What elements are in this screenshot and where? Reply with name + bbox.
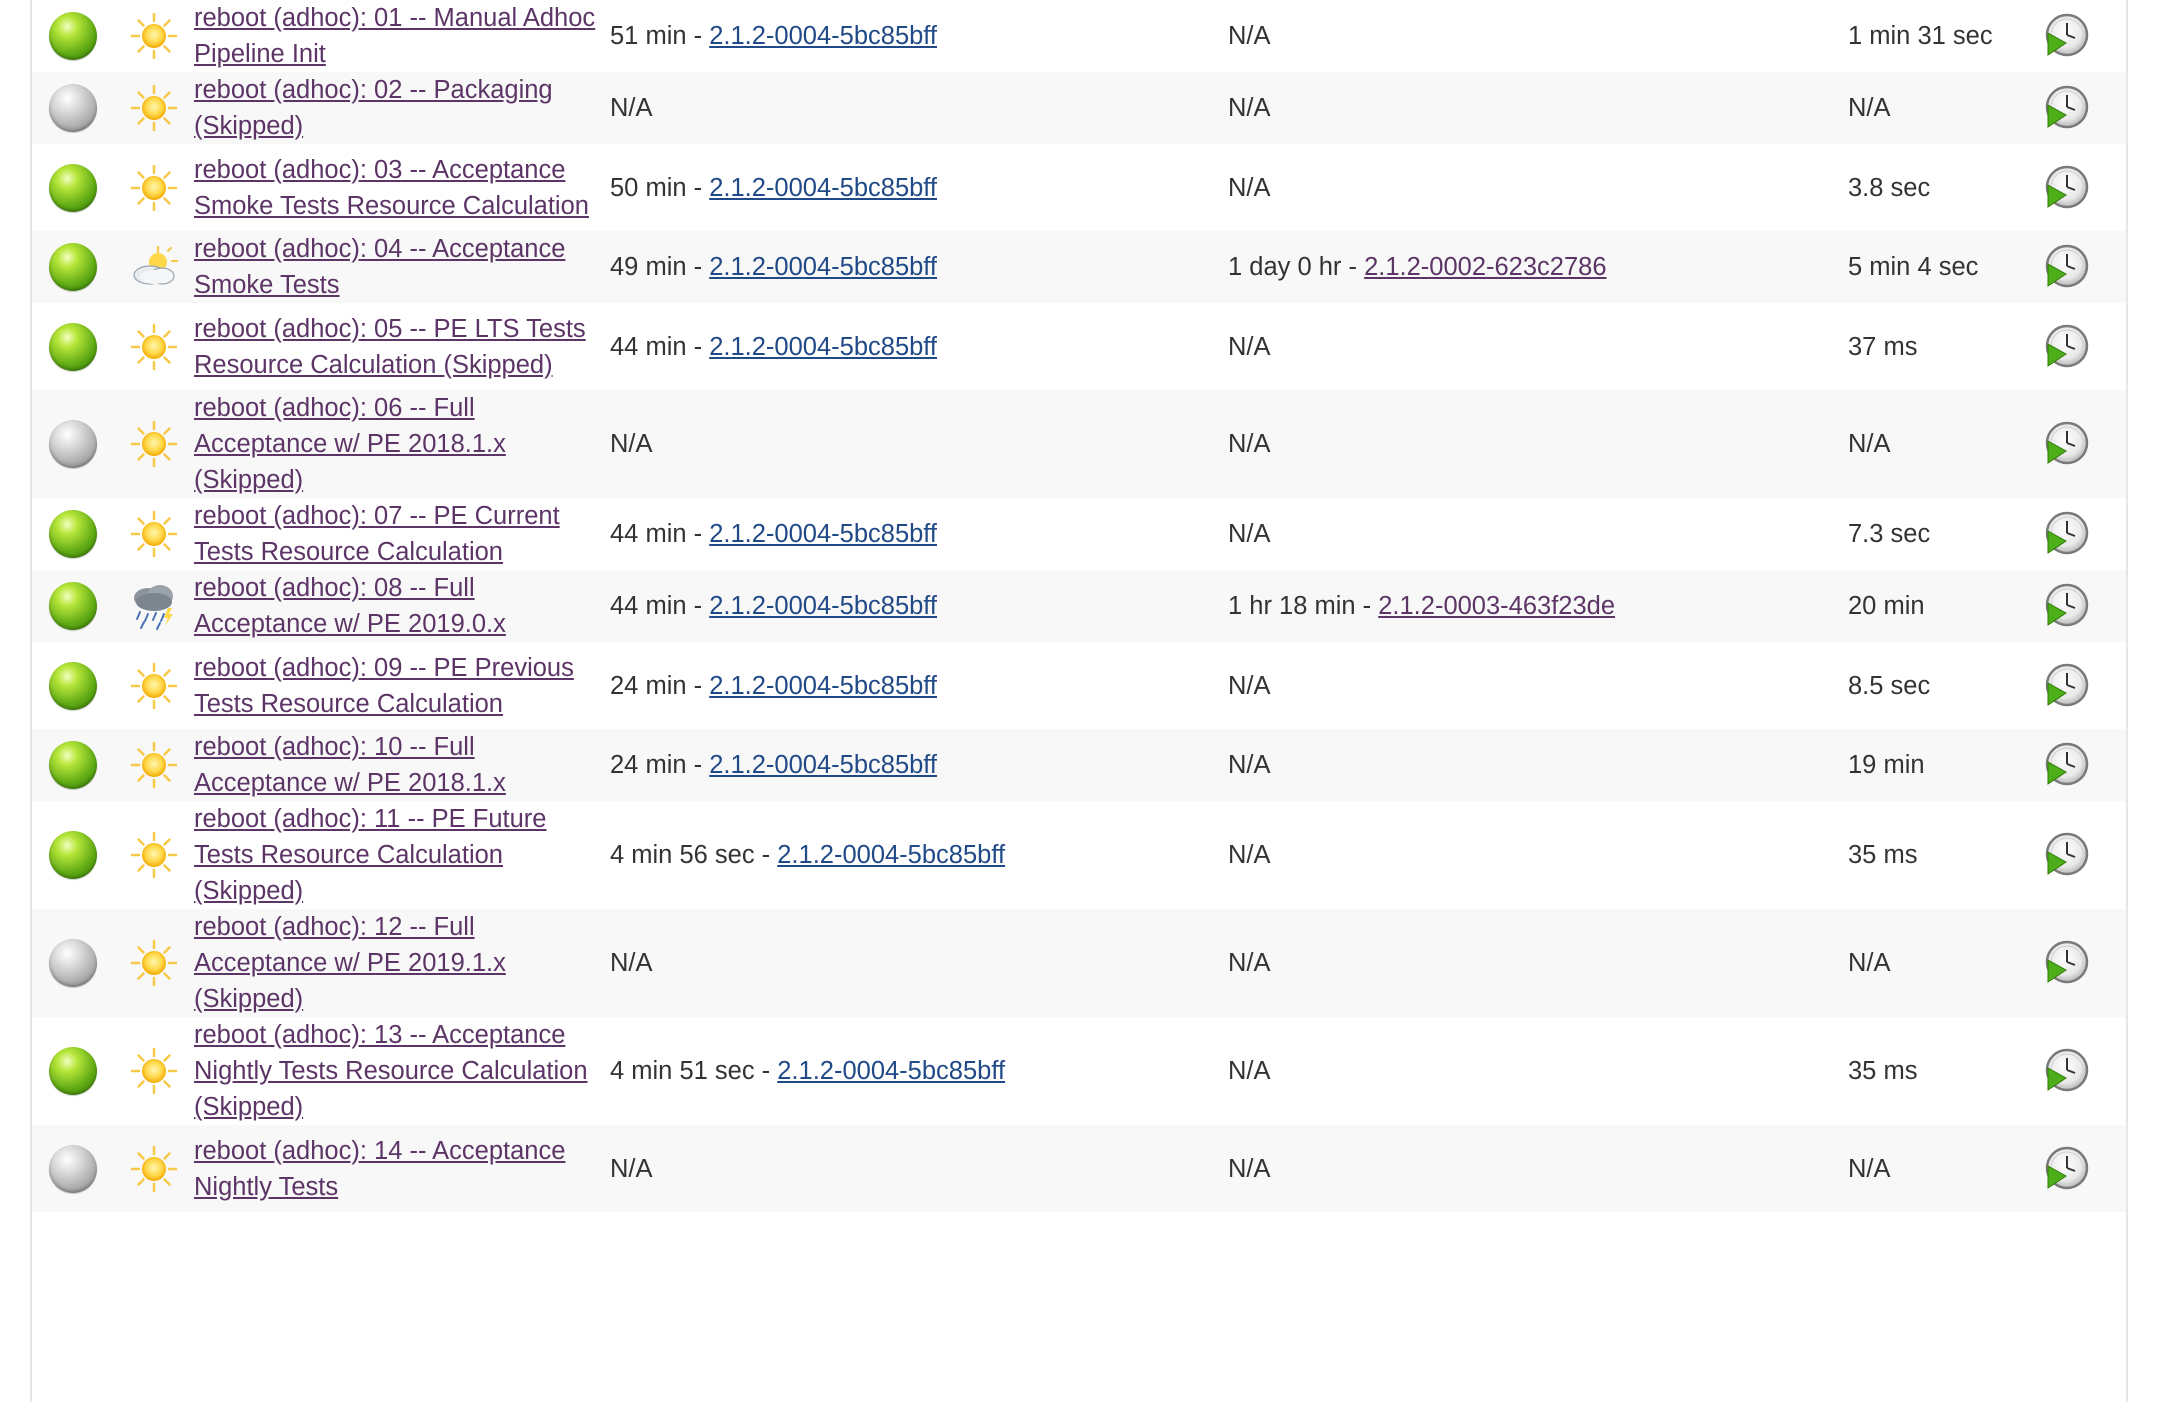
last-success-cell xyxy=(610,1125,1228,1212)
last-success-cell xyxy=(610,231,1228,303)
separator: - xyxy=(686,253,710,281)
duration-text: 7.3 sec xyxy=(1848,520,1931,548)
job-name-cell xyxy=(194,729,610,801)
table-row xyxy=(32,0,2126,72)
action-cell xyxy=(2042,1125,2126,1212)
job-link[interactable]: reboot (adhoc): 12 -- Full Acceptance w/ PE 2019.1.x (Skipped) xyxy=(194,913,506,1013)
last-duration-cell xyxy=(1848,231,2042,303)
job-name-cell xyxy=(194,642,610,729)
sunny-icon xyxy=(130,840,178,868)
status-success-icon xyxy=(49,243,97,291)
weather-cell xyxy=(114,1017,194,1125)
duration-text: N/A xyxy=(1848,430,1891,458)
job-link[interactable]: reboot (adhoc): 07 -- PE Current Tests Resource Calculation xyxy=(194,502,560,566)
last-duration-cell xyxy=(1848,801,2042,909)
duration-text: 35 ms xyxy=(1848,1057,1918,1085)
status-success-icon xyxy=(49,662,97,710)
action-cell xyxy=(2042,231,2126,303)
weather-cell xyxy=(114,144,194,231)
job-name-cell xyxy=(194,1125,610,1212)
status-cell xyxy=(32,729,114,801)
action-cell xyxy=(2042,729,2126,801)
last-failure-cell xyxy=(1228,72,1848,144)
status-success-icon xyxy=(49,831,97,879)
last-duration-cell xyxy=(1848,642,2042,729)
last-success-cell xyxy=(610,144,1228,231)
last-duration-cell xyxy=(1848,0,2042,72)
build-link[interactable]: 2.1.2-0004-5bc85bff xyxy=(777,1057,1006,1085)
status-cell xyxy=(32,231,114,303)
status-not-built-icon xyxy=(49,84,97,132)
status-cell xyxy=(32,0,114,72)
separator: - xyxy=(1355,592,1379,620)
time-ago-text: 4 min 51 sec xyxy=(610,1057,755,1085)
last-failure-cell xyxy=(1228,570,1848,642)
last-duration-cell xyxy=(1848,1125,2042,1212)
last-duration-cell xyxy=(1848,570,2042,642)
last-success-cell xyxy=(610,303,1228,390)
table-row xyxy=(32,570,2126,642)
job-link[interactable]: reboot (adhoc): 05 -- PE LTS Tests Resource Calculation (Skipped) xyxy=(194,314,586,379)
status-cell xyxy=(32,390,114,498)
job-link[interactable]: reboot (adhoc): 02 -- Packaging (Skipped) xyxy=(194,76,553,140)
duration-text: 8.5 sec xyxy=(1848,671,1931,700)
weather-cell xyxy=(114,72,194,144)
time-ago-text: 49 min xyxy=(610,253,687,281)
table-row xyxy=(32,1017,2126,1125)
jobs-table xyxy=(32,0,2126,1212)
build-link[interactable]: 2.1.2-0004-5bc85bff xyxy=(709,520,938,548)
partly-cloudy-icon xyxy=(128,252,180,280)
status-cell xyxy=(32,909,114,1017)
status-success-icon xyxy=(49,1047,97,1095)
time-ago-text: 50 min xyxy=(610,173,687,202)
last-failure-cell xyxy=(1228,144,1848,231)
table-row xyxy=(32,390,2126,498)
schedule-build-icon[interactable] xyxy=(2042,1153,2092,1181)
schedule-build-icon[interactable] xyxy=(2042,591,2092,619)
separator: - xyxy=(754,841,778,869)
last-duration-cell xyxy=(1848,390,2042,498)
action-cell xyxy=(2042,909,2126,1017)
job-name-cell xyxy=(194,303,610,390)
schedule-build-icon[interactable] xyxy=(2042,1056,2092,1084)
sunny-icon xyxy=(130,519,178,547)
last-failure-cell xyxy=(1228,0,1848,72)
separator: - xyxy=(686,22,710,50)
action-cell xyxy=(2042,144,2126,231)
last-success-cell xyxy=(610,1017,1228,1125)
status-success-icon xyxy=(49,582,97,630)
duration-text: 20 min xyxy=(1848,592,1925,620)
action-cell xyxy=(2042,0,2126,72)
last-failure-cell xyxy=(1228,303,1848,390)
separator: - xyxy=(686,671,710,700)
table-row xyxy=(32,642,2126,729)
weather-cell xyxy=(114,231,194,303)
last-failure-cell xyxy=(1228,498,1848,570)
last-failure-cell xyxy=(1228,642,1848,729)
stormy-icon xyxy=(128,591,180,619)
status-success-icon xyxy=(49,741,97,789)
last-duration-cell xyxy=(1848,1017,2042,1125)
job-name-cell xyxy=(194,231,610,303)
action-cell xyxy=(2042,390,2126,498)
na-text: N/A xyxy=(1228,22,1271,50)
job-link[interactable]: reboot (adhoc): 01 -- Manual Adhoc Pipeline Init xyxy=(194,4,596,68)
separator: - xyxy=(1341,253,1365,281)
table-row xyxy=(32,801,2126,909)
job-name-cell xyxy=(194,570,610,642)
status-success-icon xyxy=(49,323,97,371)
weather-cell xyxy=(114,0,194,72)
last-failure-cell xyxy=(1228,1017,1848,1125)
last-success-cell xyxy=(610,498,1228,570)
status-cell xyxy=(32,1125,114,1212)
schedule-build-icon[interactable] xyxy=(2042,840,2092,868)
last-success-cell xyxy=(610,570,1228,642)
job-link[interactable]: reboot (adhoc): 14 -- Acceptance Nightly Tests xyxy=(194,1136,566,1201)
job-link[interactable]: reboot (adhoc): 13 -- Acceptance Nightly Tests Resource Calculation (Skipped) xyxy=(194,1021,588,1121)
job-name-cell xyxy=(194,72,610,144)
last-failure-cell xyxy=(1228,801,1848,909)
table-row xyxy=(32,1125,2126,1212)
schedule-build-icon[interactable] xyxy=(2042,429,2092,457)
schedule-build-icon[interactable] xyxy=(2042,331,2092,359)
build-link[interactable]: 2.1.2-0004-5bc85bff xyxy=(709,592,938,620)
action-cell xyxy=(2042,303,2126,390)
status-cell xyxy=(32,801,114,909)
status-cell xyxy=(32,570,114,642)
schedule-build-icon[interactable] xyxy=(2042,519,2092,547)
na-text: N/A xyxy=(1228,430,1271,458)
status-not-built-icon xyxy=(49,420,97,468)
schedule-build-icon[interactable] xyxy=(2042,172,2092,200)
na-text: N/A xyxy=(1228,671,1271,700)
table-row xyxy=(32,498,2126,570)
last-success-cell xyxy=(610,729,1228,801)
job-name-cell xyxy=(194,390,610,498)
job-name-cell xyxy=(194,498,610,570)
weather-cell xyxy=(114,642,194,729)
duration-text: N/A xyxy=(1848,949,1891,977)
last-duration-cell xyxy=(1848,72,2042,144)
weather-cell xyxy=(114,1125,194,1212)
status-not-built-icon xyxy=(49,1145,97,1193)
last-success-cell xyxy=(610,0,1228,72)
action-cell xyxy=(2042,72,2126,144)
last-success-cell xyxy=(610,390,1228,498)
last-failure-cell xyxy=(1228,231,1848,303)
build-link[interactable]: 2.1.2-0003-463f23de xyxy=(1378,592,1616,620)
duration-text: 3.8 sec xyxy=(1848,173,1931,202)
status-success-icon xyxy=(49,510,97,558)
status-cell xyxy=(32,498,114,570)
duration-text: N/A xyxy=(1848,1154,1891,1183)
sunny-icon xyxy=(130,172,178,200)
weather-cell xyxy=(114,570,194,642)
sunny-icon xyxy=(130,750,178,778)
weather-cell xyxy=(114,801,194,909)
na-text: N/A xyxy=(1228,949,1271,977)
action-cell xyxy=(2042,498,2126,570)
last-success-cell xyxy=(610,642,1228,729)
sunny-icon xyxy=(130,1153,178,1181)
last-success-cell xyxy=(610,72,1228,144)
na-text: N/A xyxy=(1228,1154,1271,1183)
job-link[interactable]: reboot (adhoc): 04 -- Acceptance Smoke Tests xyxy=(194,235,566,299)
time-ago-text: 1 hr 18 min xyxy=(1228,592,1356,620)
job-link[interactable]: reboot (adhoc): 08 -- Full Acceptance w/ PE 2019.0.x xyxy=(194,574,506,638)
schedule-build-icon[interactable] xyxy=(2042,93,2092,121)
time-ago-text: 51 min xyxy=(610,22,687,50)
job-link[interactable]: reboot (adhoc): 06 -- Full Acceptance w/ PE 2018.1.x (Skipped) xyxy=(194,394,506,494)
sunny-icon xyxy=(130,93,178,121)
schedule-build-icon[interactable] xyxy=(2042,252,2092,280)
job-name-cell xyxy=(194,144,610,231)
time-ago-text: 44 min xyxy=(610,592,687,620)
last-failure-cell xyxy=(1228,1125,1848,1212)
status-cell xyxy=(32,72,114,144)
last-duration-cell xyxy=(1848,909,2042,1017)
weather-cell xyxy=(114,390,194,498)
status-success-icon xyxy=(49,12,97,60)
job-name-cell xyxy=(194,1017,610,1125)
weather-cell xyxy=(114,909,194,1017)
na-text: N/A xyxy=(1228,94,1271,122)
status-cell xyxy=(32,642,114,729)
weather-cell xyxy=(114,303,194,390)
duration-text: 37 ms xyxy=(1848,332,1918,361)
job-link[interactable]: reboot (adhoc): 09 -- PE Previous Tests Resource Calculation xyxy=(194,653,574,718)
time-ago-text: 44 min xyxy=(610,332,687,361)
job-link[interactable]: reboot (adhoc): 11 -- PE Future Tests Resource Calculation (Skipped) xyxy=(194,805,547,905)
duration-text: 19 min xyxy=(1848,751,1925,779)
separator: - xyxy=(754,1057,778,1085)
schedule-build-icon[interactable] xyxy=(2042,948,2092,976)
sunny-icon xyxy=(130,429,178,457)
table-border-right xyxy=(2126,0,2128,1402)
na-text: N/A xyxy=(1228,332,1271,361)
last-duration-cell xyxy=(1848,498,2042,570)
job-name-cell xyxy=(194,801,610,909)
job-link[interactable]: reboot (adhoc): 10 -- Full Acceptance w/ PE 2018.1.x xyxy=(194,733,506,797)
sunny-icon xyxy=(130,948,178,976)
last-duration-cell xyxy=(1848,729,2042,801)
schedule-build-icon[interactable] xyxy=(2042,750,2092,778)
weather-cell xyxy=(114,498,194,570)
last-failure-cell xyxy=(1228,729,1848,801)
sunny-icon xyxy=(130,331,178,359)
status-success-icon xyxy=(49,164,97,212)
separator: - xyxy=(686,592,710,620)
table-row xyxy=(32,72,2126,144)
schedule-build-icon[interactable] xyxy=(2042,670,2092,698)
last-success-cell xyxy=(610,801,1228,909)
table-row xyxy=(32,231,2126,303)
build-link[interactable]: 2.1.2-0004-5bc85bff xyxy=(709,173,938,202)
separator: - xyxy=(686,173,710,202)
table-row xyxy=(32,144,2126,231)
na-text: N/A xyxy=(1228,1057,1271,1085)
duration-text: 35 ms xyxy=(1848,841,1918,869)
na-text: N/A xyxy=(610,94,653,122)
status-cell xyxy=(32,144,114,231)
duration-text: 5 min 4 sec xyxy=(1848,253,1979,281)
action-cell xyxy=(2042,1017,2126,1125)
separator: - xyxy=(686,751,710,779)
last-failure-cell xyxy=(1228,909,1848,1017)
build-link[interactable]: 2.1.2-0004-5bc85bff xyxy=(709,22,938,50)
table-row xyxy=(32,909,2126,1017)
action-cell xyxy=(2042,570,2126,642)
separator: - xyxy=(686,520,710,548)
schedule-build-icon[interactable] xyxy=(2042,21,2092,49)
na-text: N/A xyxy=(1228,841,1271,869)
action-cell xyxy=(2042,642,2126,729)
status-cell xyxy=(32,303,114,390)
last-success-cell xyxy=(610,909,1228,1017)
na-text: N/A xyxy=(1228,173,1271,202)
status-cell xyxy=(32,1017,114,1125)
job-name-cell xyxy=(194,0,610,72)
na-text: N/A xyxy=(610,430,653,458)
build-link[interactable]: 2.1.2-0002-623c2786 xyxy=(1364,253,1607,281)
last-duration-cell xyxy=(1848,144,2042,231)
job-link[interactable]: reboot (adhoc): 03 -- Acceptance Smoke Tests Resource Calculation xyxy=(194,155,589,220)
na-text: N/A xyxy=(610,1154,653,1183)
sunny-icon xyxy=(130,1056,178,1084)
time-ago-text: 1 day 0 hr xyxy=(1228,253,1342,281)
time-ago-text: 44 min xyxy=(610,520,687,548)
duration-text: 1 min 31 sec xyxy=(1848,22,1993,50)
build-link[interactable]: 2.1.2-0004-5bc85bff xyxy=(709,671,938,700)
na-text: N/A xyxy=(1228,751,1271,779)
build-link[interactable]: 2.1.2-0004-5bc85bff xyxy=(709,253,938,281)
time-ago-text: 4 min 56 sec xyxy=(610,841,755,869)
sunny-icon xyxy=(130,21,178,49)
status-not-built-icon xyxy=(49,939,97,987)
last-failure-cell xyxy=(1228,390,1848,498)
build-link[interactable]: 2.1.2-0004-5bc85bff xyxy=(709,332,938,361)
separator: - xyxy=(686,332,710,361)
na-text: N/A xyxy=(1228,520,1271,548)
na-text: N/A xyxy=(610,949,653,977)
table-row xyxy=(32,303,2126,390)
job-name-cell xyxy=(194,909,610,1017)
weather-cell xyxy=(114,729,194,801)
time-ago-text: 24 min xyxy=(610,751,687,779)
build-link[interactable]: 2.1.2-0004-5bc85bff xyxy=(709,751,938,779)
sunny-icon xyxy=(130,670,178,698)
last-duration-cell xyxy=(1848,303,2042,390)
duration-text: N/A xyxy=(1848,94,1891,122)
action-cell xyxy=(2042,801,2126,909)
table-row xyxy=(32,729,2126,801)
build-link[interactable]: 2.1.2-0004-5bc85bff xyxy=(777,841,1006,869)
time-ago-text: 24 min xyxy=(610,671,687,700)
